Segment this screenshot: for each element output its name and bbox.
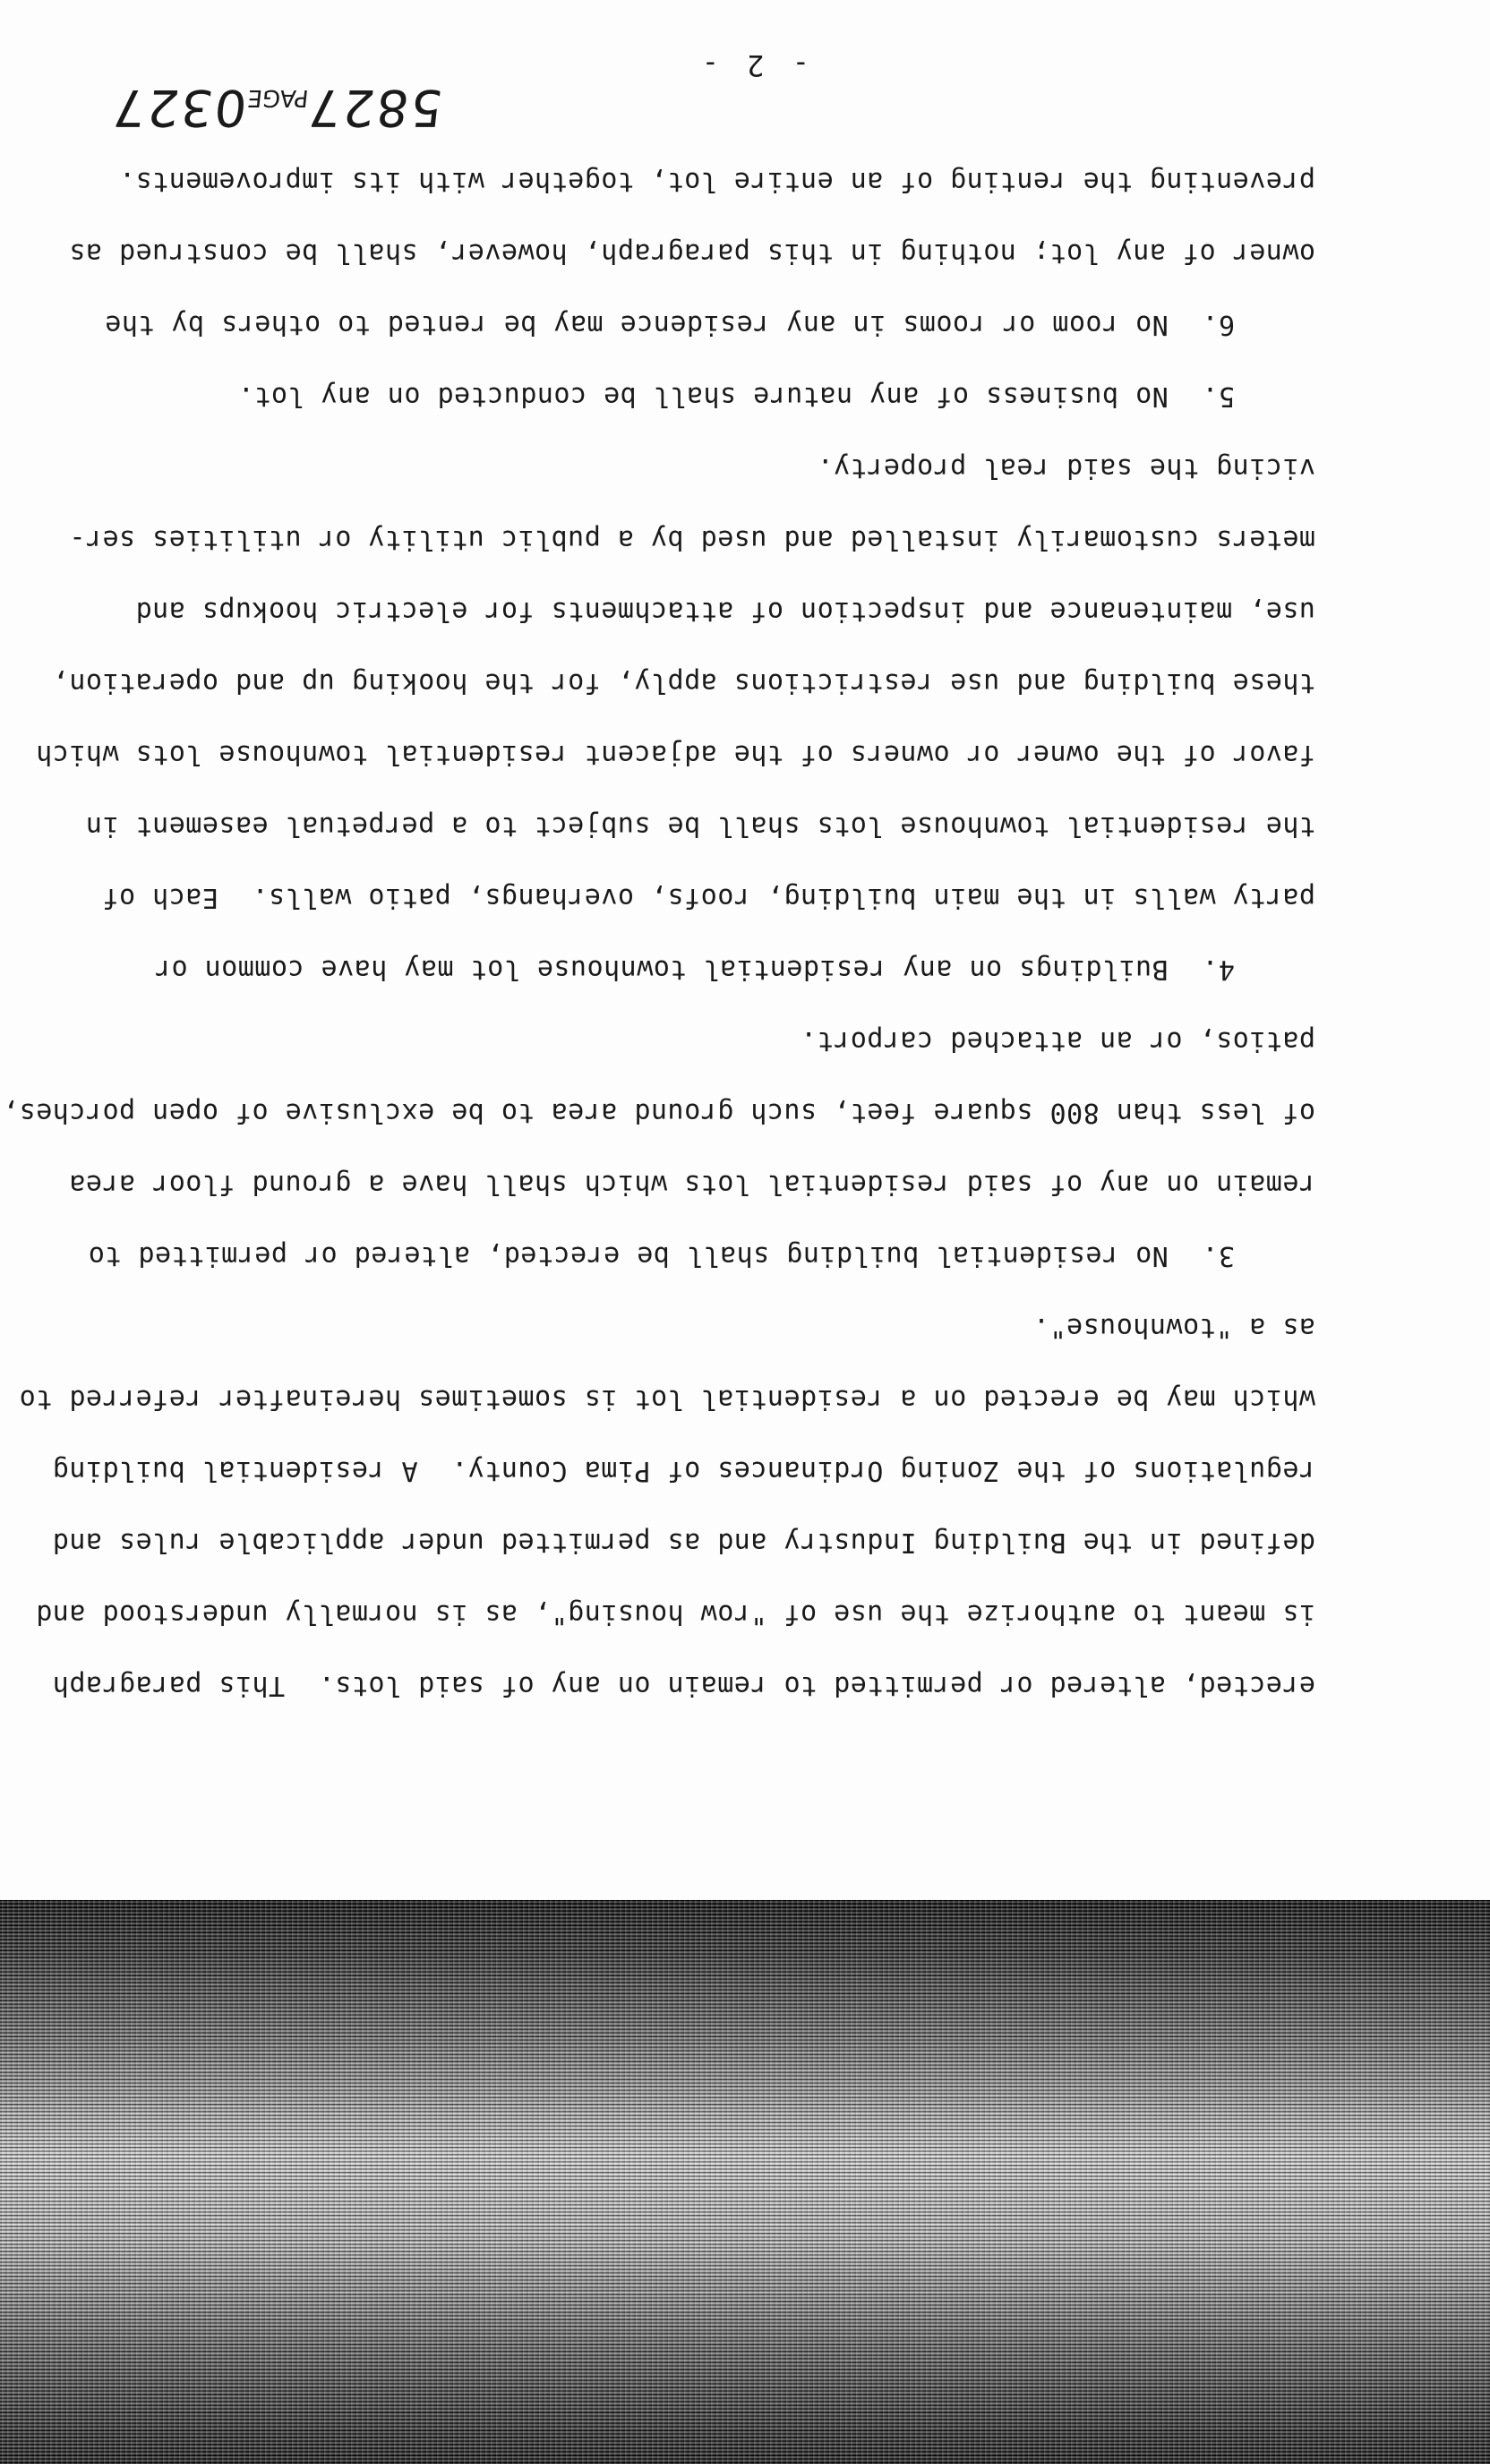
- document-line: erected, altered or permitted to remain on any of said lots. This paragraph: [52, 1670, 1315, 1701]
- book-page-label: PAGE: [246, 84, 311, 111]
- document-line: of less than 800 square feet, such ground area to be exclusive of open porches,: [2, 1097, 1315, 1128]
- book-page-reference: [109, 78, 446, 136]
- document-line: 6. No room or rooms in any residence may be rented to others by the: [104, 309, 1235, 340]
- document-line: favor of the owner or owners of the adjacent residential townhouse lots which: [35, 739, 1315, 770]
- document-body: [2, 145, 1315, 1721]
- document-line: regulations of the Zoning Ordinances of Pima County. A residential building: [52, 1455, 1315, 1486]
- document-line: patios, or an attached carport.: [800, 1025, 1315, 1057]
- book-number: 5827: [304, 78, 446, 136]
- document-line: vicing the said real property.: [817, 452, 1315, 483]
- document-line: 3. No residential building shall be erected, altered or permitted to: [88, 1240, 1235, 1271]
- document-line: meters customarily installed and used by a public utility or utilities ser-: [68, 524, 1315, 555]
- document-line: defined in the Building Industry and as permitted under applicable rules and: [52, 1527, 1315, 1558]
- document-line: 4. Buildings on any residential townhouse lot may have common or: [154, 954, 1235, 985]
- document-line: is meant to authorize the use of "row housing", as is normally understood and: [35, 1598, 1315, 1630]
- document-line: the residential townhouse lots shall be subject to a perpetual easement in: [85, 810, 1315, 842]
- document-line: remain on any of said residential lots which shall have a ground floor area: [68, 1168, 1315, 1200]
- document-line: which may be erected on a residential lot is sometimes hereinafter referred to: [19, 1383, 1315, 1415]
- document-line: preventing the renting of an entire lot, together with its improvements.: [118, 166, 1315, 197]
- scan-noise-band: [0, 1900, 1490, 2464]
- document-line: party walls in the main building, roofs, overhangs, patio walls. Each of: [102, 882, 1315, 913]
- document-line: these building and use restrictions apply, for the hooking up and operation,: [52, 667, 1315, 698]
- page-number: - 2 -: [696, 48, 809, 82]
- document-line: use, maintenance and inspection of attachments for electric hookups and: [135, 595, 1315, 627]
- page-reference-number: 0327: [108, 78, 250, 136]
- document-line: owner of any lot; nothing in this paragraph, however, shall be construed as: [68, 237, 1315, 269]
- document-line: 5. No business of any nature shall be conducted on any lot.: [237, 381, 1235, 412]
- document-line: as a "townhouse".: [1032, 1312, 1315, 1343]
